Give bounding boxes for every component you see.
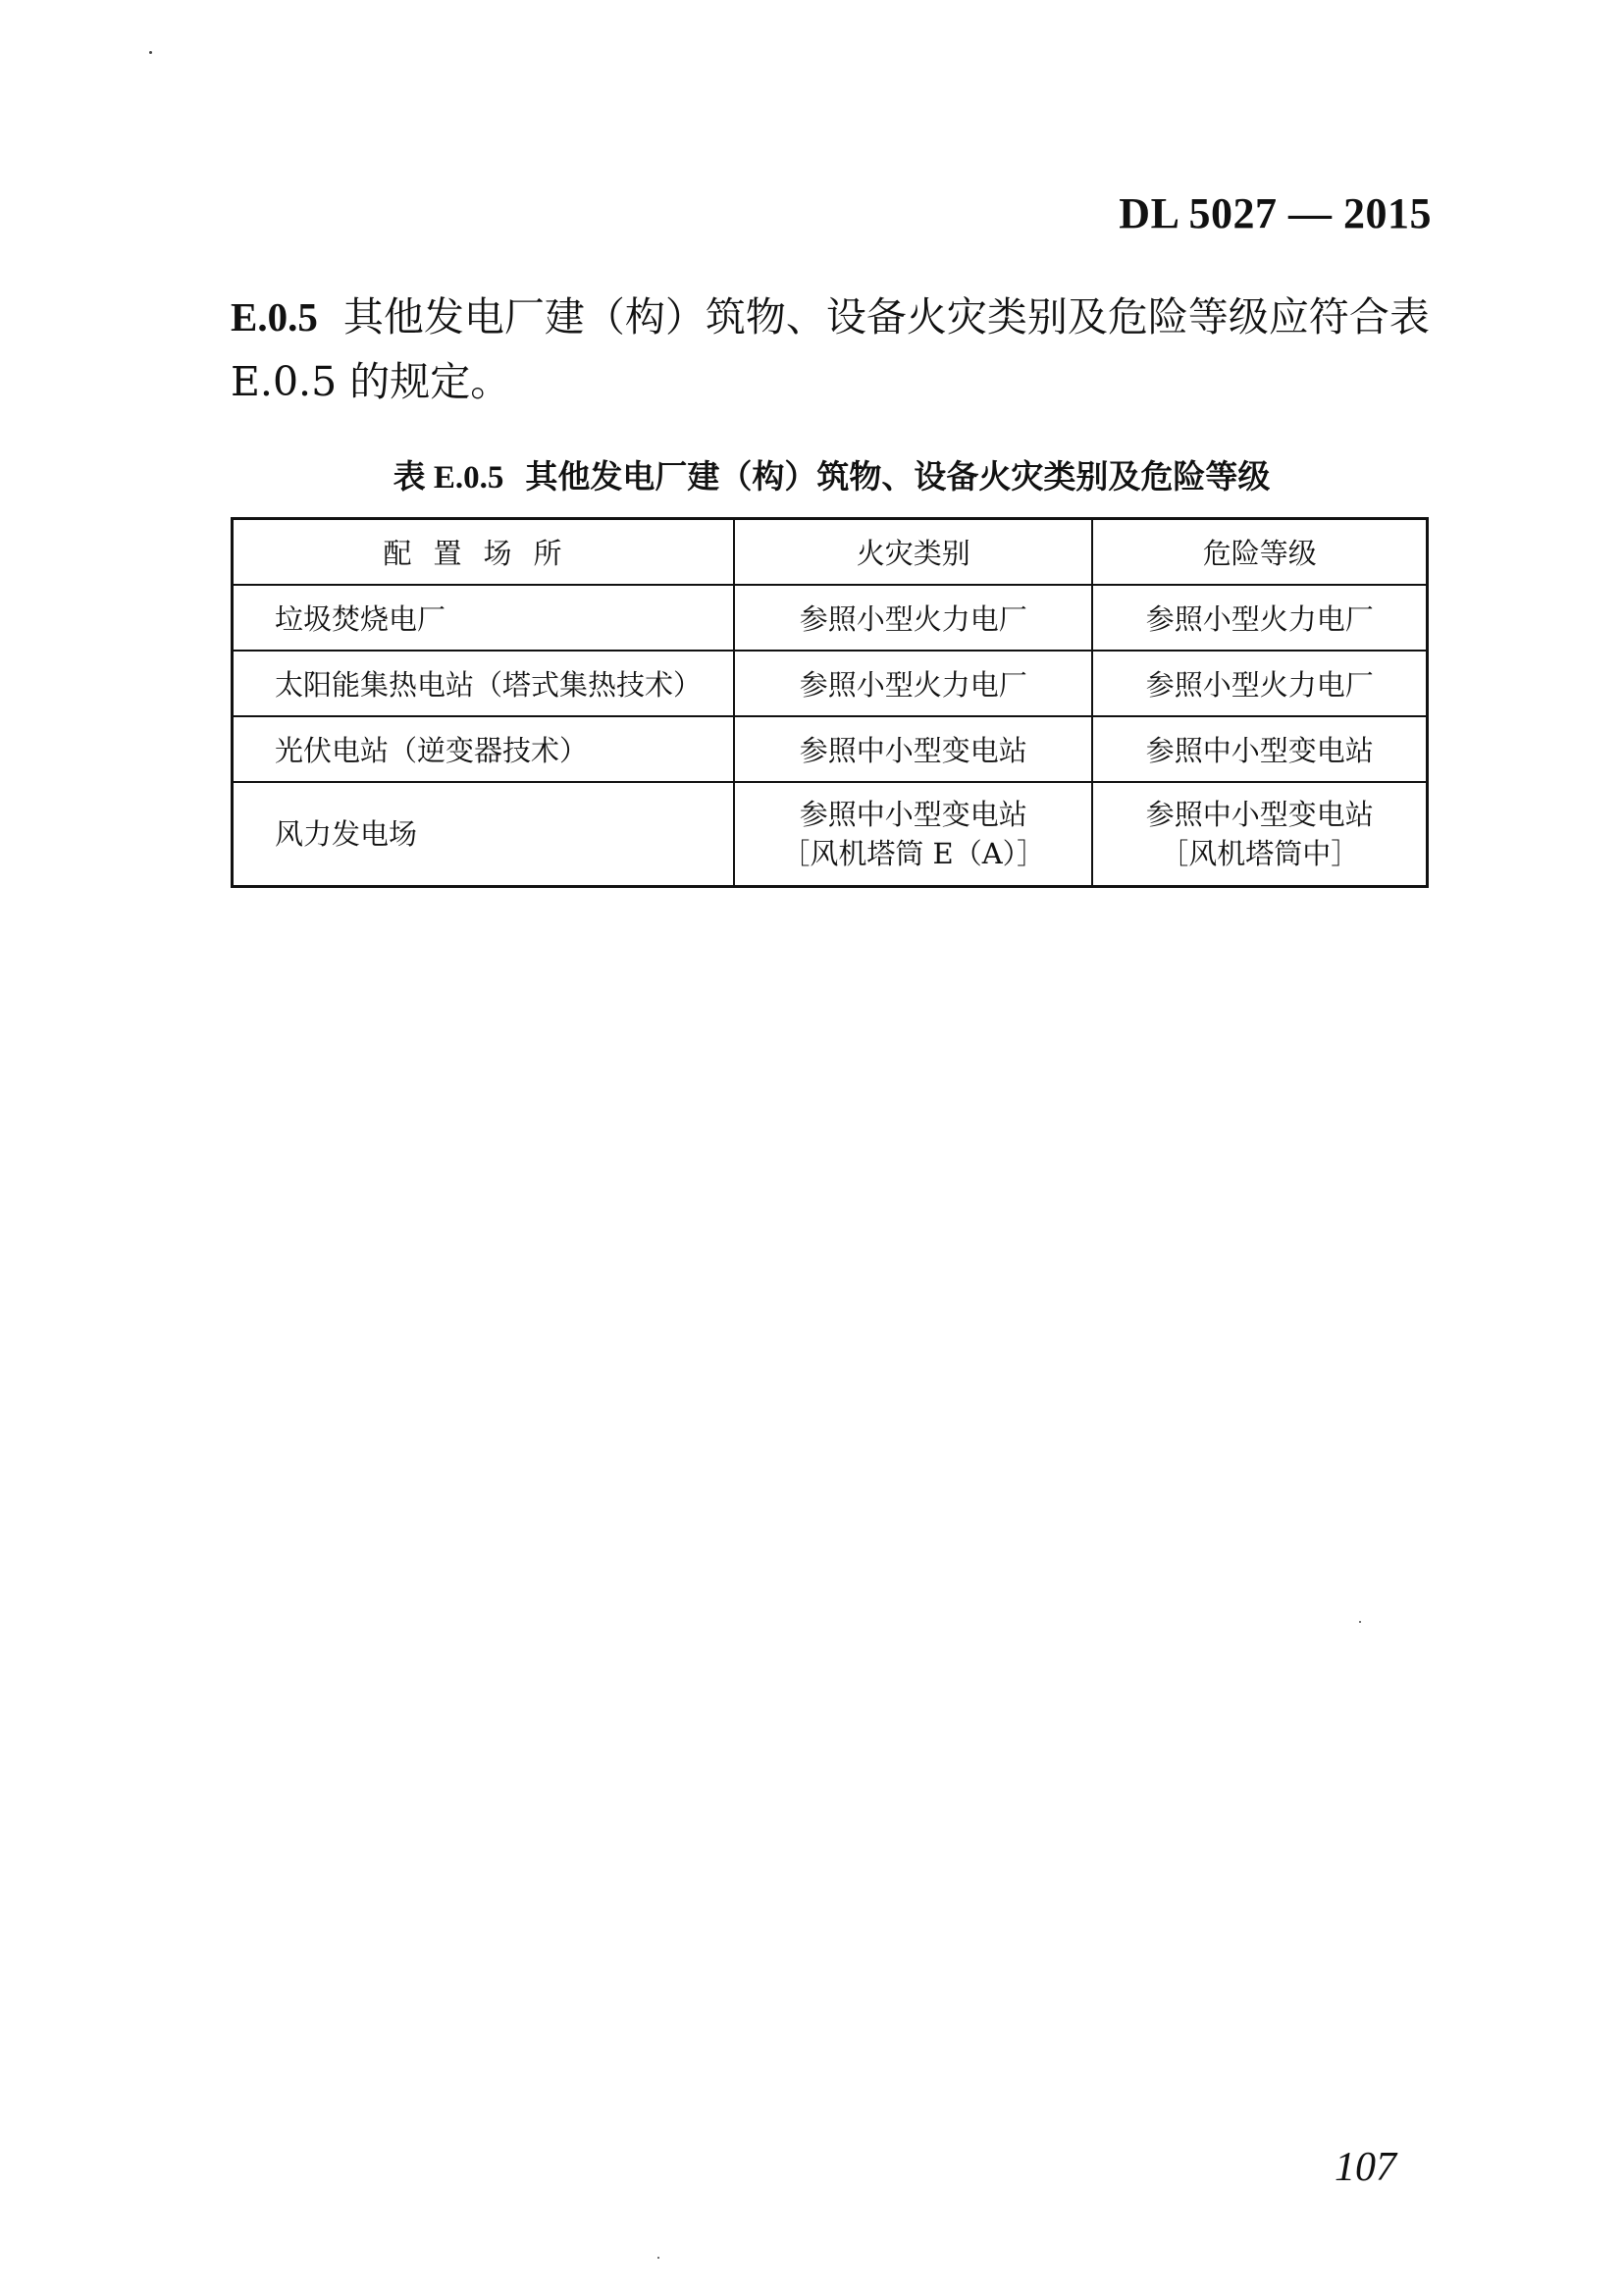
cell-place: 太阳能集热电站（塔式集热技术） [233,651,735,716]
table-header-row [233,519,1428,586]
table-title-text: 其他发电厂建（构）筑物、设备火灾类别及危险等级 [525,457,1271,496]
cell-line: 参照中小型变电站 [1145,798,1374,831]
cell-place: 光伏电站（逆变器技术） [233,716,735,782]
table-title [231,451,1433,497]
table-row [233,782,1428,887]
cell-line: ［风机塔筒 E（A）］ [781,837,1046,870]
cell-hazard-level [1092,782,1427,887]
cell-line: ［风机塔筒中］ [1160,837,1360,870]
standard-code: DL 5027 — 2015 [1119,189,1432,237]
cell-place: 风力发电场 [233,782,735,887]
clause-number: E.0.5 [231,294,318,339]
clause-text: 其他发电厂建（构）筑物、设备火灾类别及危险等级应符合表 E.0.5 的规定。 [231,293,1430,405]
header-place: 配置场所 [233,519,735,586]
page-number: 107 [1335,2145,1396,2190]
scan-speck [149,51,152,54]
cell-hazard-level: 参照小型火力电厂 [1092,585,1427,651]
cell-line: 参照中小型变电站 [799,798,1027,831]
cell-fire-class: 参照中小型变电站 [734,716,1092,782]
cell-fire-class: 参照小型火力电厂 [734,585,1092,651]
scan-speck [1359,1621,1361,1623]
table-number: 表 E.0.5 [393,460,504,496]
clause-paragraph [231,285,1433,414]
table-row [233,651,1428,716]
cell-place: 垃圾焚烧电厂 [233,585,735,651]
scan-speck [657,2257,659,2259]
cell-hazard-level: 参照小型火力电厂 [1092,651,1427,716]
cell-fire-class [734,782,1092,887]
header-hazard-level: 危险等级 [1092,519,1427,586]
header-fire-class: 火灾类别 [734,519,1092,586]
table-row [233,585,1428,651]
fire-classification-table [231,517,1429,888]
cell-hazard-level: 参照中小型变电站 [1092,716,1427,782]
cell-fire-class: 参照小型火力电厂 [734,651,1092,716]
table-row [233,716,1428,782]
